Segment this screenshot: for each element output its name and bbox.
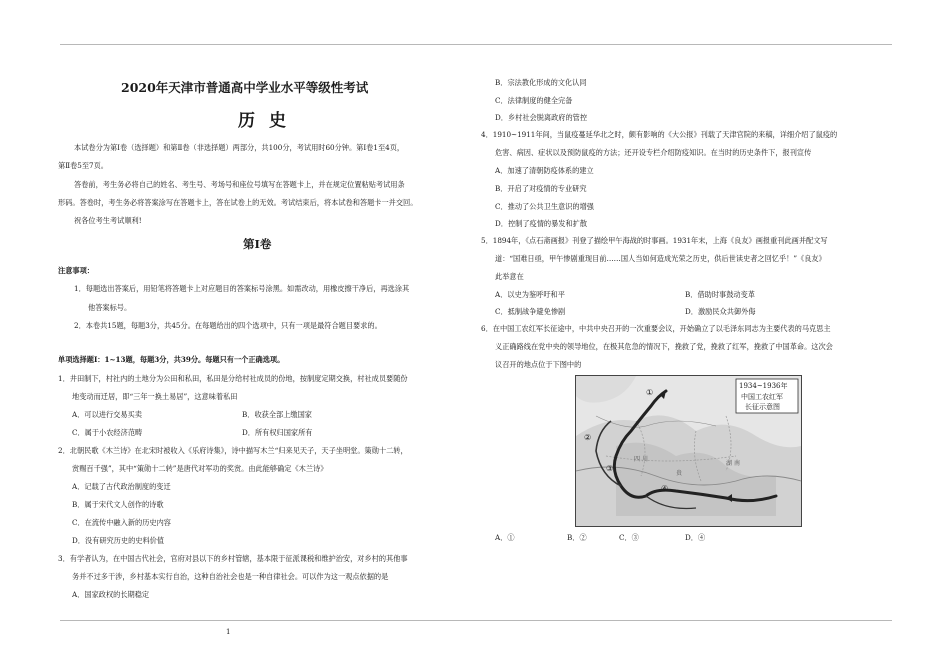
question-stem: 道：“国难日亟，甲午惨剧重现目前……国人当如何造成光荣之历史，供后世读史者之回忆乎！”《良友》 [495, 254, 826, 263]
option-d: D．④ [685, 533, 706, 542]
option-c: C．推动了公共卫生意识的增强 [495, 202, 594, 211]
option-b: B．开启了对疫情的专业研究 [495, 184, 587, 193]
option-d: D．控制了疫情的暴发和扩散 [495, 219, 588, 228]
option-c: C．抵制战争避免惨剧 [495, 307, 566, 316]
notice-line: 他答案标号。 [88, 303, 132, 312]
map-legend-line: 1934~1936年 [739, 382, 788, 390]
map-label: 四 [634, 456, 641, 463]
question-stem: 4．1910~1911年间，当鼠疫蔓延华北之时，颇有影响的《大公报》刊载了天津官院的来稿，详细介绍了鼠疫的 [481, 130, 838, 139]
question-stem: 议召开的地点位于下图中的 [495, 360, 582, 369]
option-a: A．① [495, 533, 515, 542]
notice-line: 2．本卷共15题，每题3分，共45分。在每题给出的四个选项中，只有一项是最符合题目要求的。 [74, 321, 382, 330]
option-d: D．乡村社会脱离政府的管控 [495, 113, 588, 122]
map-marker-1: ① [646, 388, 654, 397]
intro-line: 祝各位考生考试顺利! [74, 216, 142, 225]
intro-line: 第Ⅱ卷5至7页。 [58, 161, 108, 170]
option-a: A．国家政权的长期稳定 [72, 590, 150, 599]
option-d: D．没有研究历史的史料价值 [72, 536, 165, 545]
map-label: 贵 [676, 470, 683, 477]
page-number: 1 [226, 628, 231, 636]
option-b: B．② [567, 533, 587, 542]
question-stem: 1．井田制下，村社内的土地分为公田和私田，私田是分给村社成员的份地，按制度定期交换，村社成员要随份 [58, 374, 408, 383]
top-rule [60, 44, 892, 45]
option-b: B．属于宋代文人创作的诗歌 [72, 500, 164, 509]
question-stem: 2．北朝民歌《木兰诗》在北宋时被收入《乐府诗集》，诗中描写木兰“归来见天子，天子坐明堂。策勋十二转， [58, 446, 408, 455]
option-c: C．法律制度的健全完备 [495, 96, 573, 105]
intro-line: 本试卷分为第Ⅰ卷（选择题）和第Ⅱ卷（非选择题）两部分，共100分，考试用时60分钟。第Ⅰ卷1至4页， [74, 143, 405, 152]
option-b: B．宗法教化形成的文化认同 [495, 78, 587, 87]
question-stem: 此举意在 [495, 272, 524, 281]
option-b: B．收获全部上缴国家 [242, 410, 312, 419]
map-label: 湖 [726, 460, 733, 467]
map-label: 南 [734, 460, 741, 467]
question-stem: 5．1894年，《点石斋画报》刊登了描绘甲午海战的时事画。1931年末，上海《良友》画报重刊此画并配文写 [481, 236, 828, 245]
question-stem: 务并不过多干涉，乡村基本实行自治，这种自治社会也是一种自律社会。可以作为这一观点依据的是 [72, 572, 389, 581]
question-stem: 地变动而迁居，即“三年一换土易居”，这意味着私田 [72, 392, 238, 401]
option-d: D．所有权归国家所有 [242, 428, 313, 437]
question-stem: 义正确路线在党中央的领导地位，在极其危急的情况下，挽救了党，挽救了红军，挽救了中国革命。这次会 [495, 342, 833, 351]
option-c: C．属于小农经济范畴 [72, 428, 143, 437]
map-marker-3: ③ [606, 464, 614, 473]
intro-line: 答卷前，考生务必将自己的姓名、考生号、考场号和座位号填写在答题卡上，并在规定位置粘贴考试用条 [74, 180, 405, 189]
option-c: C．③ [619, 533, 639, 542]
intro-line: 形码。答卷时，考生务必将答案涂写在答题卡上，答在试卷上的无效。考试结束后，将本试卷和答题卡一并交回。 [58, 198, 418, 207]
option-a: A．以史为鉴呼吁和平 [495, 290, 565, 299]
question-stem: 危害、病因、症状以及预防鼠疫的方法；还开设专栏介绍防疫知识。在当时的历史条件下，报刊宣传 [495, 148, 812, 157]
option-c: C．在流传中融入新的历史内容 [72, 518, 171, 527]
map-legend-line: 中国工农红军 [741, 393, 783, 401]
exam-title: 2020年天津市普通高中学业水平等级性考试 [121, 80, 369, 95]
option-a: A．加速了清朝防疫体系的建立 [495, 166, 594, 175]
section-title: 单项选择题Ⅰ：1~13题，每题3分，共39分。每题只有一个正确选项。 [58, 355, 285, 364]
notice-line: 1．每题选出答案后，用铅笔将答题卡上对应题目的答案标号涂黑。如需改动，用橡皮擦干净后，再选涂其 [74, 284, 410, 293]
long-march-map [575, 375, 802, 527]
question-stem: 赏赐百千强”，其中“策勋十二转”是唐代对军功的奖赏。由此能够确定《木兰诗》 [72, 464, 328, 473]
part1-title: 第Ⅰ卷 [243, 237, 272, 251]
notice-title: 注意事项： [58, 266, 94, 275]
map-legend-line: 长征示意图 [745, 403, 780, 411]
option-b: B．借助时事鼓动变革 [685, 290, 755, 299]
option-a: A．记载了古代政治制度的变迁 [72, 482, 171, 491]
map-marker-4: ④ [661, 484, 669, 493]
question-stem: 6．在中国工农红军长征途中，中共中央召开的一次重要会议，开始确立了以毛泽东同志为主要代表的马克思主 [481, 324, 831, 333]
option-d: D．激励民众共御外侮 [685, 307, 756, 316]
map-marker-2: ② [584, 433, 592, 442]
subject-title: 历史 [238, 111, 300, 131]
option-a: A．可以进行交易买卖 [72, 410, 142, 419]
bottom-rule [60, 620, 892, 621]
map-label: 川 [642, 456, 649, 463]
question-stem: 3．有学者认为，在中国古代社会，官府对县以下的乡村管辖，基本限于征派课税和维护治安，对乡村的其他事 [58, 554, 408, 563]
